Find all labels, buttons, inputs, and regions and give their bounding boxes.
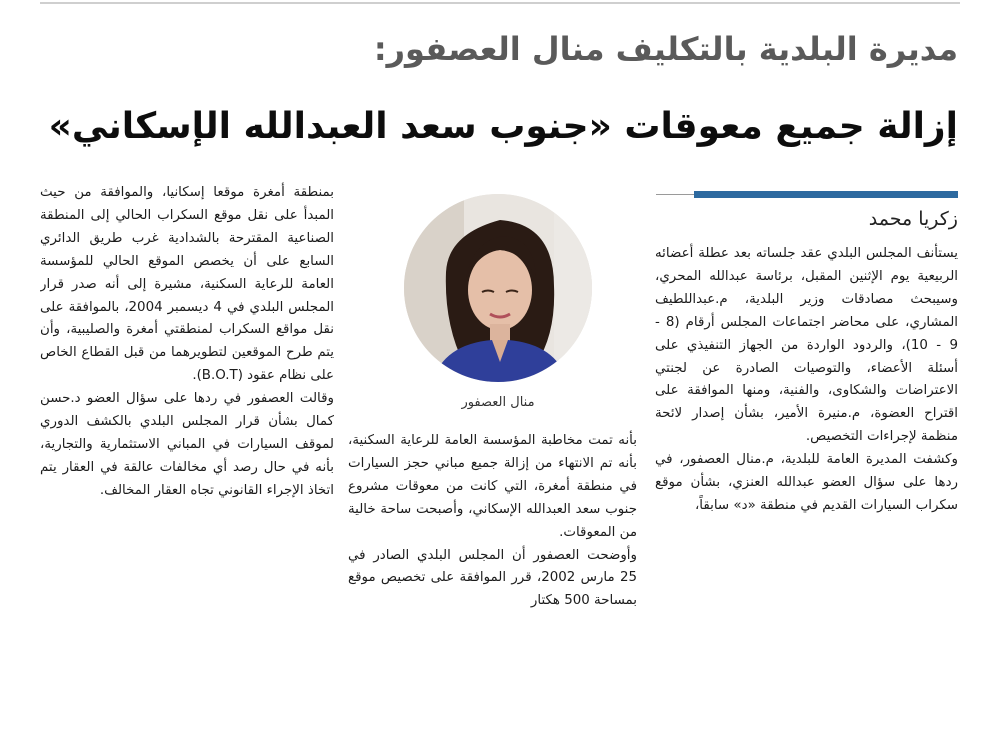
- article-headline: إزالة جميع معوقات «جنوب سعد العبدالله الإسكاني»: [48, 106, 958, 147]
- author-portrait: [404, 194, 592, 382]
- byline-accent-bar: [694, 191, 958, 198]
- photo-caption: منال العصفور: [461, 395, 535, 410]
- article-column-left: [40, 182, 334, 672]
- paragraph: وكشفت المديرة العامة للبلدية، م.منال العصفور، في ردها على سؤال العضو عبدالله العنزي، بشأن موقع سكراب السيارات القديم في منطقة «د» سابقاً،: [655, 452, 958, 513]
- article-column-right: [655, 243, 958, 669]
- byline-divider: [656, 194, 694, 195]
- top-divider: [40, 2, 960, 4]
- article-column-middle: [348, 430, 637, 670]
- paragraph: بمنطقة أمغرة موقعا إسكانيا، والموافقة من حيث المبدأ على نقل موقع السكراب الحالي إلى المنطقة الصناعية المقترحة بالشدادية غرب طريق الدائري السابع على أن يخصص الموقع الحالي للمؤسسة العامة للرعاية السكنية، مشيرة إلى أنه صدر قرار المجلس البلدي في 4 ديسمبر 2004، بالموافقة على نقل مواقع السكراب لمنطقتي أمغرة والصليبية، وأن يتم طرح الموقعين لتطويرهما من قبل القطاع الخاص على نظام عقود (B.O.T).: [40, 185, 334, 384]
- portrait-illustration: [404, 194, 592, 382]
- paragraph: يستأنف المجلس البلدي عقد جلساته بعد عطلة أعضائه الربيعية يوم الإثنين المقبل، برئاسة عبدالله المحري، وسيبحث مصادقات وزير البلدية، م.عبداللطيف المشاري، على محاضر اجتماعات المجلس أرقام (8 - 9 - 10)، والردود الواردة من الجهاز التنفيذي على أسئلة الأعضاء، والتوصيات الصادرة عن لجنتي الاعتراضات والشكاوى، والفنية، ومنها الموافقة على اقتراح العضوة، م.منيرة الأمير، بشأن إصدار لائحة منظمة لإجراءات التخصيص.: [655, 246, 958, 445]
- author-byline: زكريا محمد: [868, 208, 958, 230]
- paragraph: وأوضحت العصفور أن المجلس البلدي الصادر في 25 مارس 2002، قرر الموافقة على تخصيص موقع بمساحة 500 هكتار: [348, 547, 637, 609]
- paragraph: وقالت العصفور في ردها على سؤال العضو د.حسن كمال بشأن قرار المجلس البلدي بالكشف الدوري لموقف السيارات في المباني الاستثمارية والتجارية، بأنه في حال رصد أي مخالفات عالقة في العقار يتم اتخاذ الإجراء القانوني تجاه العقار المخالف.: [40, 391, 334, 498]
- article-kicker: مديرة البلدية بالتكليف منال العصفور:: [373, 30, 958, 68]
- paragraph: بأنه تمت مخاطبة المؤسسة العامة للرعاية السكنية، بأنه تم الانتهاء من إزالة جميع مباني حجز السيارات في منطقة أمغرة، التي كانت من معوقات مشروع جنوب سعد العبدالله الإسكاني، وأصبحت ساحة خالية من المعوقات.: [348, 433, 637, 540]
